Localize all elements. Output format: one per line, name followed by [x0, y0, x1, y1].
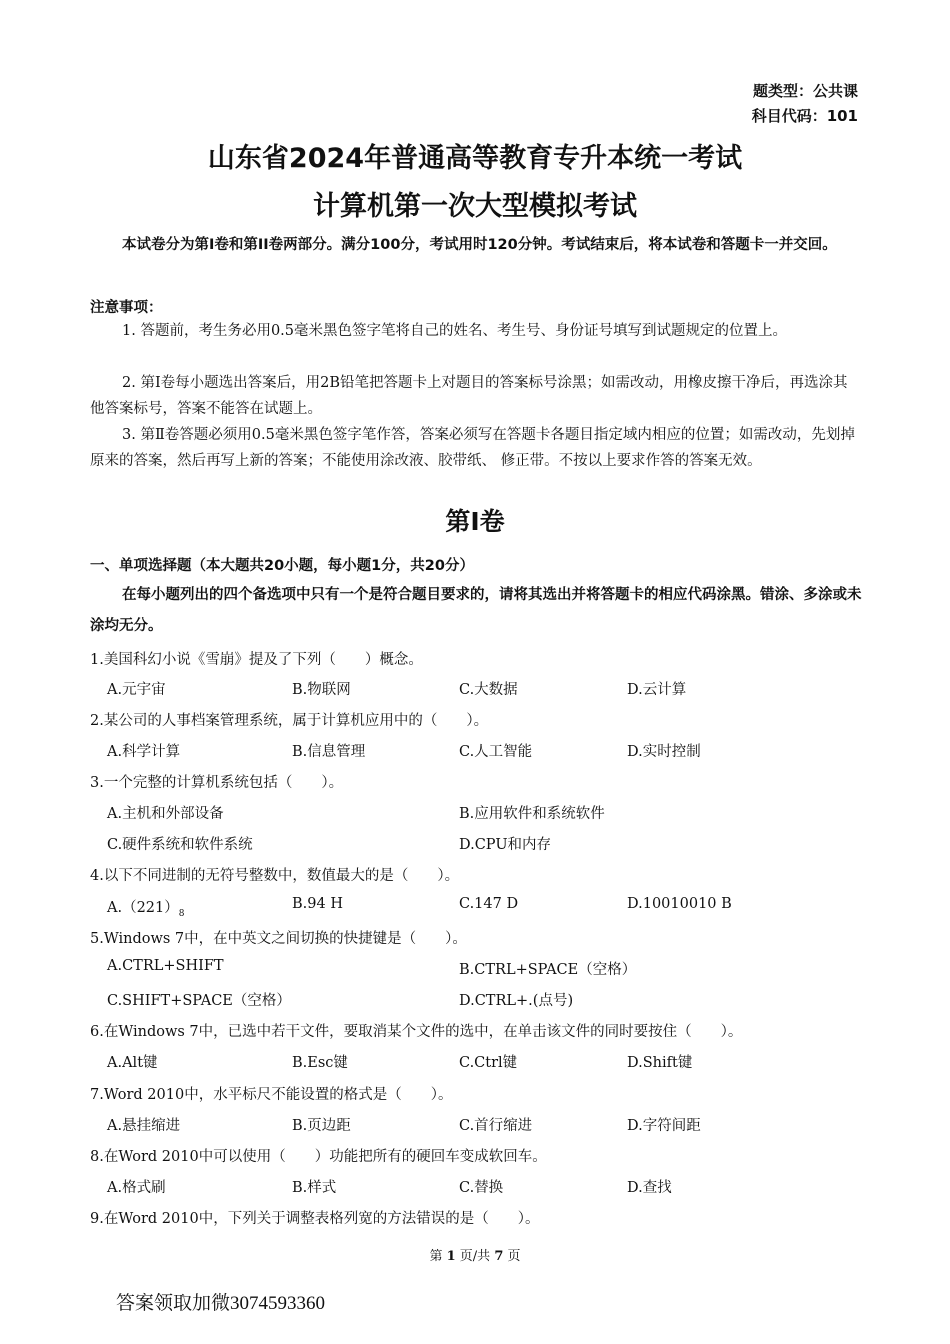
- option-a: A.Alt键: [107, 1055, 158, 1071]
- option-c: C.首行缩进: [459, 1118, 533, 1134]
- option-d: D.CTRL+.(点号): [459, 993, 574, 1009]
- question-stem: 1.美国科幻小说《雪崩》提及了下列（ ）概念。: [90, 652, 423, 668]
- option-c: C.替换: [459, 1180, 504, 1196]
- exam-subtitle: 计算机第一次大型模拟考试: [313, 191, 637, 222]
- option-b: B.页边距: [292, 1118, 351, 1134]
- option-a: $A.(221)_8$: [107, 900, 185, 919]
- option-b: B.94 H: [292, 896, 343, 912]
- question-type-label: 题类型：公共课: [752, 82, 858, 100]
- option-a: A.主机和外部设备: [107, 806, 224, 822]
- part-heading: 一、单项选择题（本大题共20小题，每小题1分，共20分）: [90, 558, 474, 574]
- notice-item-2: 2. 第Ⅰ卷每小题选出答案后，用2B铅笔把答题卡上对题目的答案标号涂黑；如需改动，用橡皮擦干净后，再选涂其他答案标号，答案不能答在试题上。: [90, 375, 848, 417]
- option-d: D.字符间距: [627, 1118, 701, 1134]
- option-d: D.10010010 B: [627, 896, 732, 912]
- option-a: A.CTRL+SHIFT: [107, 958, 224, 974]
- option-d: D.CPU和内存: [459, 837, 552, 853]
- section-title: 第Ⅰ卷: [445, 507, 505, 536]
- exam-title: 山东省2024年普通高等教育专升本统一考试: [207, 143, 743, 174]
- option-b: B.物联网: [292, 682, 351, 698]
- question-stem: 7.Word 2010中，水平标尺不能设置的格式是（ ）。: [90, 1087, 453, 1103]
- question-stem: 6.在Windows 7中，已选中若干文件，要取消某个文件的选中，在单击该文件的同时要按住（ ）。: [90, 1024, 743, 1040]
- option-c: C.大数据: [459, 682, 518, 698]
- page-total: 7: [494, 1249, 504, 1264]
- option-b: B.信息管理: [292, 744, 366, 760]
- option-d: D.Shift键: [627, 1055, 693, 1071]
- option-c: C.Ctrl键: [459, 1055, 518, 1071]
- question-stem: 4.以下不同进制的无符号整数中，数值最大的是（ ）。: [90, 868, 460, 884]
- question-stem: 5.Windows 7中，在中英文之间切换的快捷键是（ ）。: [90, 931, 467, 947]
- option-b: B.应用软件和系统软件: [459, 806, 605, 822]
- part-description: 在每小题列出的四个备选项中只有一个是符合题目要求的，请将其选出并将答题卡的相应代码涂黑。错涂、多涂或未涂均无分。: [90, 587, 862, 634]
- question-stem: 9.在Word 2010中，下列关于调整表格列宽的方法错误的是（ ）。: [90, 1211, 540, 1227]
- option-c: C.人工智能: [459, 744, 533, 760]
- option-c: C.硬件系统和软件系统: [107, 837, 253, 853]
- option-d: D.云计算: [627, 682, 687, 698]
- question-stem: 3.一个完整的计算机系统包括（ ）。: [90, 775, 344, 791]
- notice-item-3: 3. 第Ⅱ卷答题必须用0.5毫米黑色签字笔作答，答案必须写在答题卡各题目指定域内相应的位置；如需改动，先划掉原来的答案，然后再写上新的答案；不能使用涂改液、胶带纸、 修正带。不按以上要求作答的答案无效。: [90, 427, 855, 469]
- option-a: A.格式刷: [107, 1180, 166, 1196]
- option-b: B.CTRL+SPACE（空格）: [459, 962, 637, 978]
- option-d: D.查找: [627, 1180, 672, 1196]
- question-stem: 2.某公司的人事档案管理系统，属于计算机应用中的（ ）。: [90, 713, 489, 729]
- option-c: C.147 D: [459, 896, 519, 912]
- option-b: B.Esc键: [292, 1055, 348, 1071]
- option-a: A.科学计算: [107, 744, 181, 760]
- exam-intro: 本试卷分为第Ⅰ卷和第II卷两部分。满分100分，考试用时120分钟。考试结束后，将本试卷和答题卡一并交回。: [122, 237, 837, 253]
- option-c: C.SHIFT+SPACE（空格）: [107, 993, 291, 1009]
- page-number: 1: [446, 1249, 456, 1264]
- contact-note: 答案领取加微3074593360: [116, 1293, 326, 1314]
- notice-heading: 注意事项：: [90, 300, 163, 316]
- notice-item-1: 1. 答题前，考生务必用0.5毫米黑色签字笔将自己的姓名、考生号、身份证号填写到试题规定的位置上。: [122, 323, 787, 339]
- page-footer: 第 1 页/共 7 页: [429, 1249, 521, 1264]
- subject-code-label: 科目代码：101: [751, 107, 858, 125]
- option-a: A.悬挂缩进: [107, 1118, 181, 1134]
- question-stem: 8.在Word 2010中可以使用（ ）功能把所有的硬回车变成软回车。: [90, 1149, 547, 1165]
- option-d: D.实时控制: [627, 744, 701, 760]
- option-a: A.元宇宙: [107, 682, 166, 698]
- option-b: B.样式: [292, 1180, 337, 1196]
